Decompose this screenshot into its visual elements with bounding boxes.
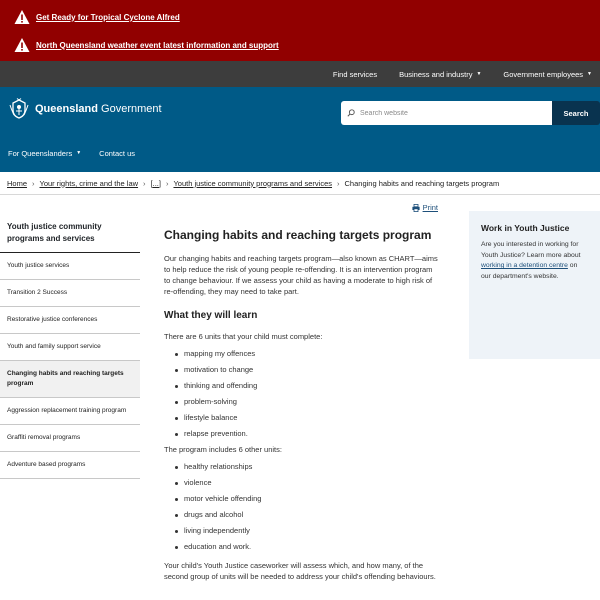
breadcrumb: [0, 172, 600, 195]
section-nav-heading[interactable]: Youth justice community programs and services: [0, 212, 140, 253]
list-item: living independently: [174, 523, 440, 539]
printer-icon: [412, 204, 420, 212]
list-item: motivation to change: [174, 362, 440, 378]
breadcrumb-separator-icon: ›: [337, 178, 340, 188]
brand-wordmark: Queensland Government: [35, 103, 162, 115]
coat-of-arms-icon: [7, 97, 31, 121]
nav-for-queenslanders[interactable]: [8, 146, 81, 160]
list-item: healthy relationships: [174, 459, 440, 475]
sidebar-item-youth-justice-services[interactable]: Youth justice services: [0, 253, 140, 280]
alert-weather: [0, 32, 600, 58]
nav-contact-us[interactable]: [99, 146, 135, 160]
alert-cyclone: [0, 4, 600, 30]
print-link[interactable]: [412, 203, 438, 212]
list-item: education and work.: [174, 539, 440, 555]
sidebar-item-graffiti-removal[interactable]: Graffiti removal programs: [0, 425, 140, 452]
caret-down-icon: ▼: [76, 150, 82, 156]
utility-business-industry[interactable]: [399, 70, 481, 79]
nav-label: Contact us: [99, 148, 136, 158]
list-item: thinking and offending: [174, 378, 440, 394]
caret-down-icon: ▼: [587, 71, 592, 77]
sidebar-item-adventure-based[interactable]: Adventure based programs: [0, 452, 140, 479]
utility-government-employees[interactable]: [503, 70, 592, 79]
brand-header: [0, 87, 600, 146]
qld-government-logo[interactable]: [7, 97, 162, 121]
breadcrumb-home[interactable]: Home: [7, 178, 28, 188]
breadcrumb-separator-icon: ›: [143, 178, 146, 188]
alert-link-cyclone[interactable]: Get Ready for Tropical Cyclone Alfred: [36, 12, 180, 22]
sidebar-item-restorative-justice[interactable]: Restorative justice conferences: [0, 307, 140, 334]
list-item: mapping my offences: [174, 346, 440, 362]
site-search: [341, 101, 600, 125]
utility-label: Find services: [332, 69, 378, 79]
list-item: drugs and alcohol: [174, 507, 440, 523]
intro-paragraph: Our changing habits and reaching targets program—also known as CHART—aims to help reduce the risk of young people re-offending. It is an intervention program to change behaviour. If we assess your child as having a moderate to high risk of re-offending, they may need to take part.: [164, 254, 438, 296]
search-field: [341, 101, 552, 125]
other-units-intro: The program includes 6 other units:: [164, 445, 282, 454]
sidebar-item-aggression-replacement[interactable]: Aggression replacement training program: [0, 398, 140, 425]
print-label: Print: [422, 203, 438, 212]
breadcrumb-ellipsis[interactable]: [...]: [150, 178, 161, 188]
panel-text: Are you interested in working for Youth Justice? Learn more about working in a detention centre on our department's website.: [481, 241, 581, 280]
main-content: [164, 195, 440, 582]
panel-title: Work in Youth Justice: [481, 223, 570, 233]
caret-down-icon: ▼: [476, 71, 482, 77]
warning-icon: [14, 9, 30, 25]
breadcrumb-separator-icon: ›: [32, 178, 35, 188]
breadcrumb-current: Changing habits and reaching targets program: [344, 178, 500, 188]
page-body: [0, 195, 600, 600]
main-nav: [0, 146, 600, 172]
list-item: motor vehicle offending: [174, 491, 440, 507]
utility-label: Government employees: [503, 69, 584, 79]
search-input[interactable]: [360, 110, 530, 117]
warning-icon: [14, 37, 30, 53]
alert-link-weather[interactable]: North Queensland weather event latest information and support: [36, 40, 279, 50]
utility-find-services[interactable]: [333, 70, 377, 79]
core-units-list: [164, 346, 440, 442]
alert-banner: [0, 0, 600, 61]
other-units-list: [164, 459, 440, 555]
work-in-youth-justice-panel: [469, 211, 600, 359]
nav-label: For Queenslanders: [8, 148, 73, 158]
search-button[interactable]: Search: [552, 101, 600, 125]
utility-label: Business and industry: [399, 69, 473, 79]
detention-centre-link[interactable]: working in a detention centre: [481, 262, 568, 269]
list-item: violence: [174, 475, 440, 491]
breadcrumb-rights-crime-law[interactable]: Your rights, crime and the law: [39, 178, 139, 188]
page-title: Changing habits and reaching targets program: [164, 228, 432, 242]
section-nav: [0, 212, 140, 479]
list-item: relapse prevention.: [174, 426, 440, 442]
breadcrumb-youth-justice-programs[interactable]: Youth justice community programs and services: [173, 178, 333, 188]
breadcrumb-separator-icon: ›: [165, 178, 169, 188]
utility-nav: [0, 61, 600, 87]
list-item: problem-solving: [174, 394, 440, 410]
search-icon: [347, 109, 355, 117]
sidebar-item-youth-family-support[interactable]: Youth and family support service: [0, 334, 140, 361]
list-item: lifestyle balance: [174, 410, 440, 426]
sidebar-item-chart-active[interactable]: Changing habits and reaching targets program: [0, 361, 140, 398]
section-heading: What they will learn: [164, 310, 258, 321]
units-intro: There are 6 units that your child must complete:: [164, 332, 323, 341]
sidebar-item-transition-2-success[interactable]: Transition 2 Success: [0, 280, 140, 307]
caseworker-paragraph: Your child's Youth Justice caseworker will assess which, and how many, of the second group of units will be needed to address your child's offending behaviours.: [164, 561, 436, 581]
